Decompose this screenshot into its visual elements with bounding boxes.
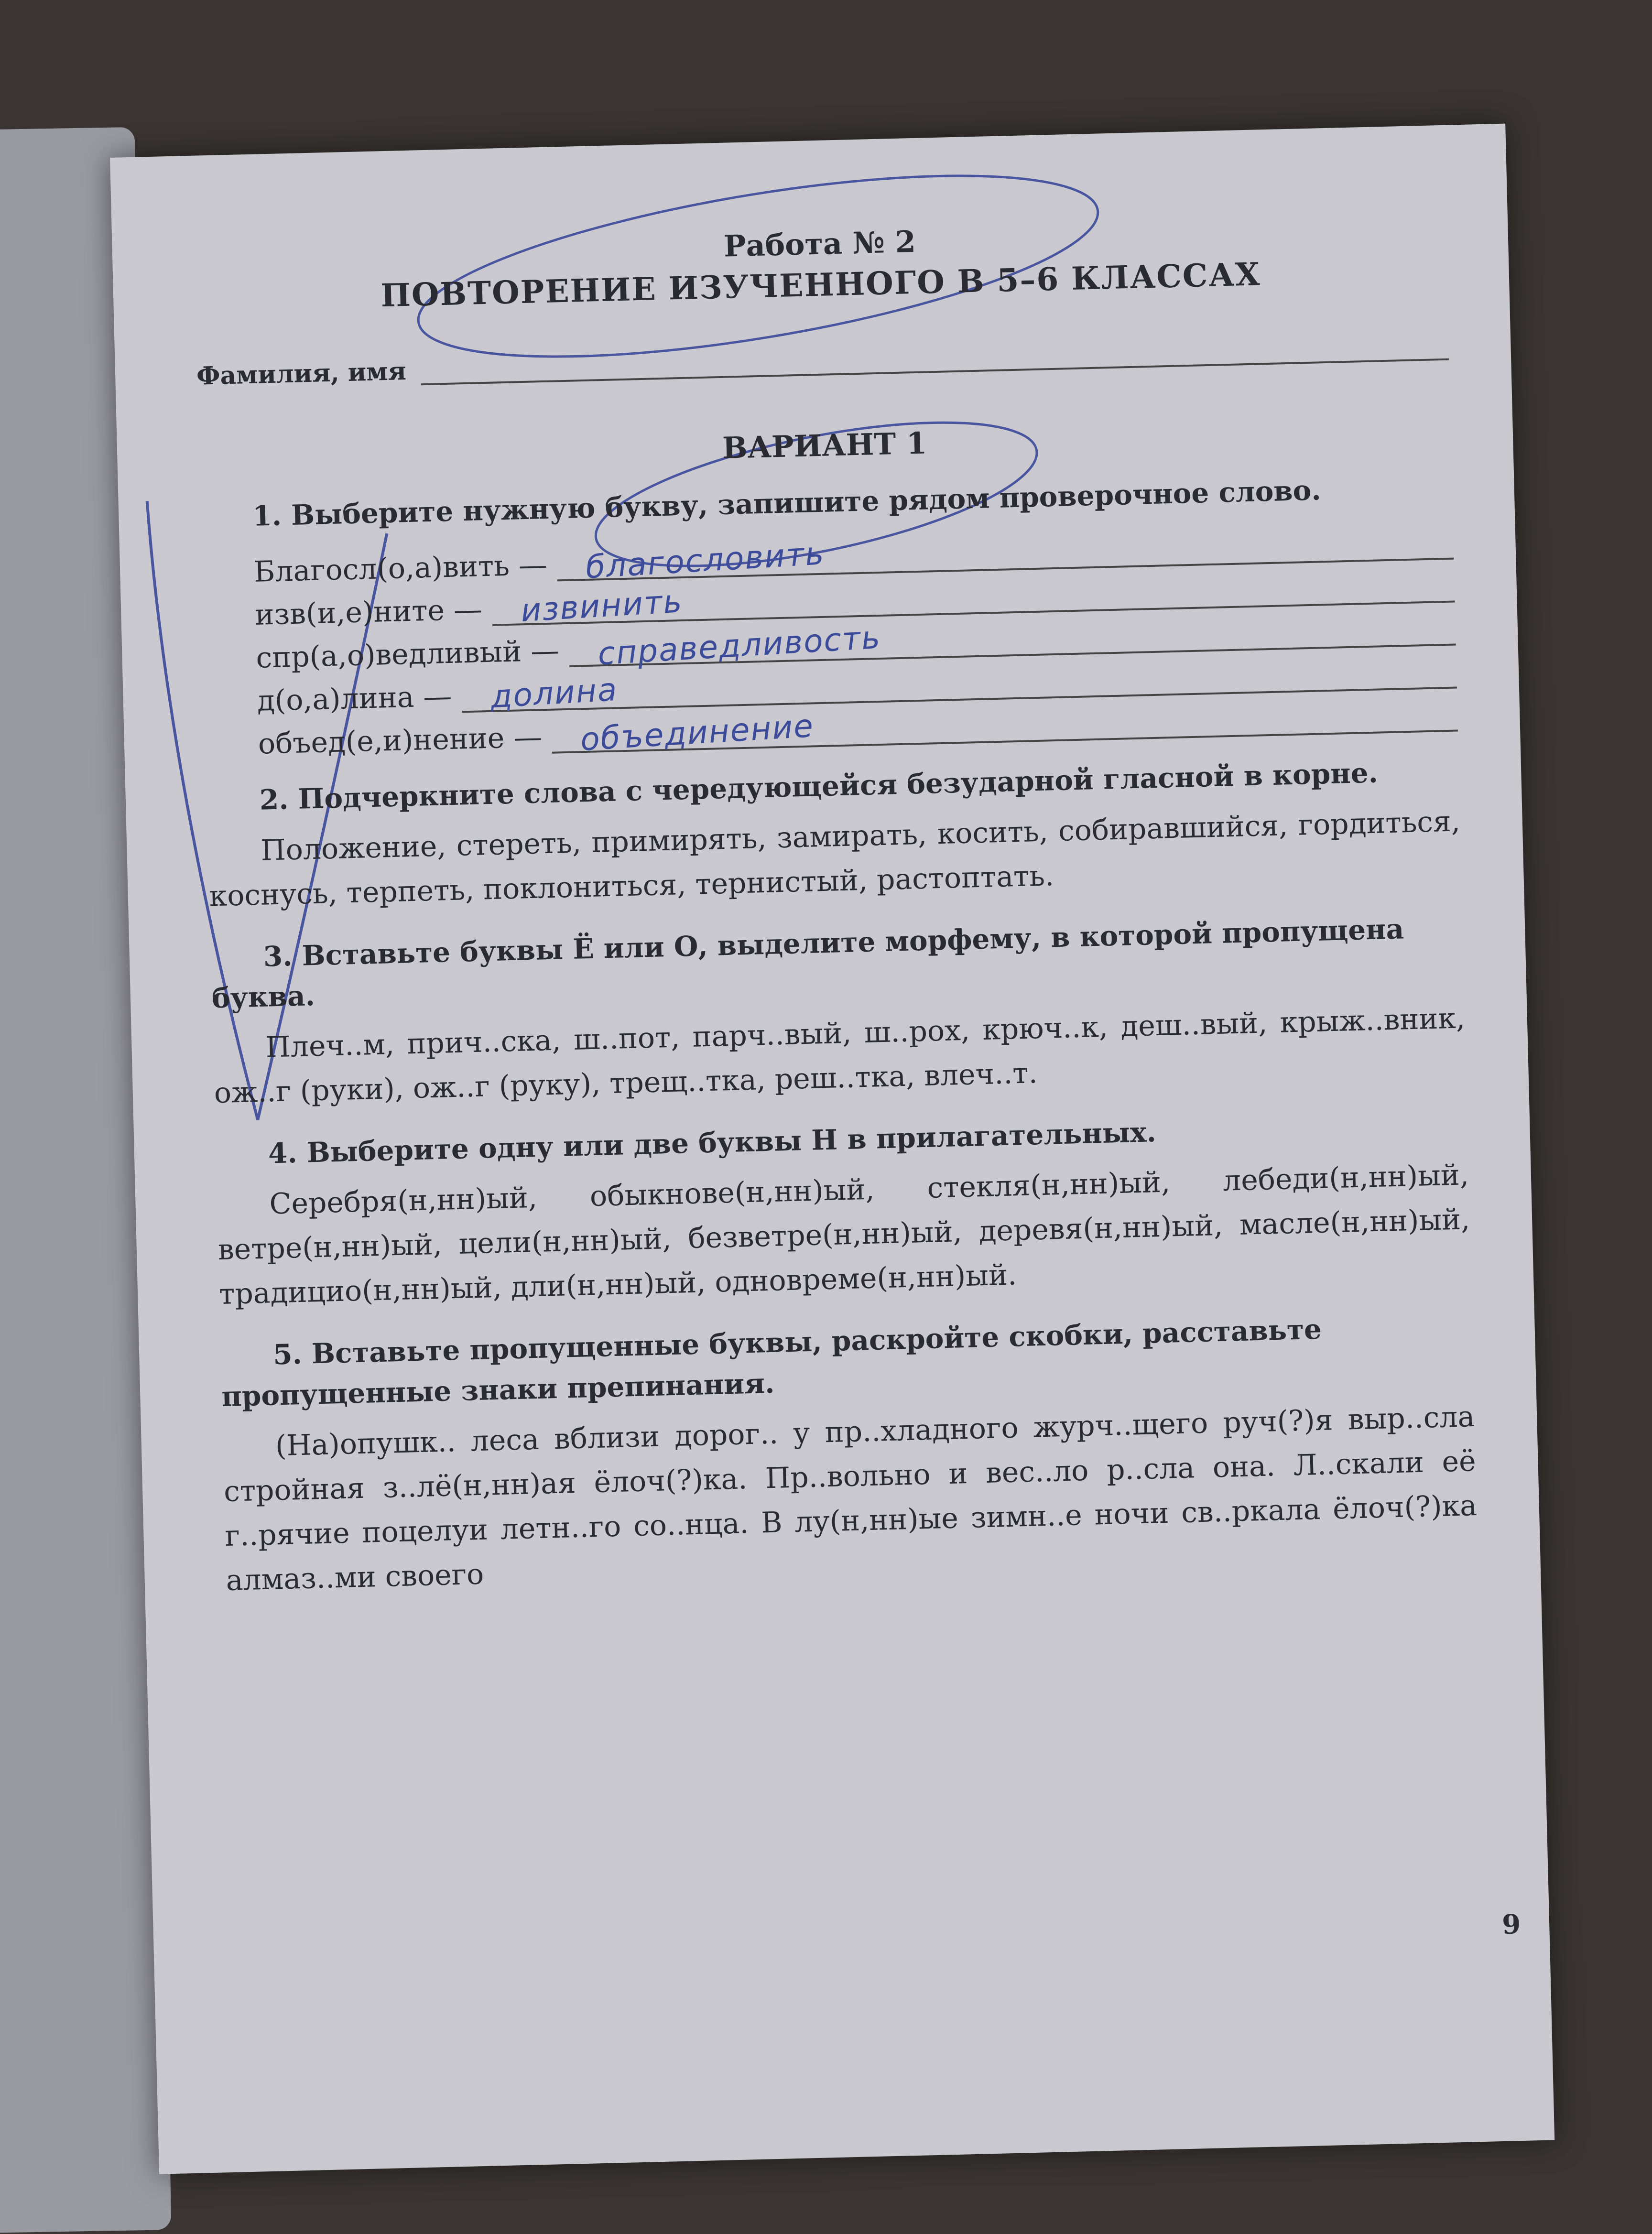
task2-prompt: 2. Подчеркните слова с чередующейся безударной гласной в корне. [259,756,1379,816]
section-title: ПОВТОРЕНИЕ ИЗУЧЕННОГО В 5–6 КЛАССАХ [380,255,1261,314]
task3-prompt: 3. Вставьте буквы Ё или О, выделите морфему, в которой пропущена буква. [211,912,1404,1015]
task1-prompt: 1. Выберите нужную букву, запишите рядом проверочное слово. [252,474,1322,532]
task5-prompt: 5. Вставьте пропущенные буквы, раскройте скобки, расставьте пропущенные знаки препинания. [221,1313,1322,1413]
name-row [196,331,1449,391]
name-label: Фамилия, имя [196,356,407,391]
answer-word: Благосл(о,а)вить — [253,548,548,589]
task4-text: Серебря(н,нн)ый, обыкнове(н,нн)ый, стекля(н,нн)ый, лебеди(н,нн)ый, ветре(н,нн)ый, цели(н,нн)ый, безветре(н,нн)ый, деревя(н,нн)ый, масле(н,нн)ый, традицио(н,нн)ый, дли(н,нн)ый, одновреме(н,нн)ый. [217,1158,1470,1312]
answer-word: спр(а,о)ведливый — [255,634,560,675]
answer-word: объед(е,и)нение — [258,720,543,761]
handwritten-answer: объединение [579,707,815,758]
task4-prompt: 4. Выберите одну или две буквы Н в прилагательных. [268,1116,1157,1170]
worksheet-page [110,124,1554,2174]
task5-text: (На)опушк.. леса вблизи дорог.. у пр..хладного журч..щего руч(?)я выр..сла стройная з..лё(н,нн)ая ёлоч(?)ка. Пр..вольно и вес..ло р..сла она. Л..скали её г..рячие поцелуи летн..го со..нца. В лу(н,нн)ые зимн..е ночи св..ркала ёлоч(?)ка алмаз..ми своего [223,1399,1478,1597]
handwritten-answer: благословить [584,535,826,586]
handwritten-answer: долина [489,671,619,716]
handwritten-answer: извинить [519,583,684,629]
task3-text: Плеч..м, прич..ска, ш..пот, парч..вый, ш..рох, крюч..к, деш..вый, крыж..вник, ож..г (руки), ож..г (руку), трещ..тка, реш..тка, влеч..т. [214,1001,1466,1110]
name-line[interactable] [420,336,1449,386]
answer-word: д(о,а)лина — [257,679,453,718]
answer-word: изв(и,е)ните — [254,593,483,632]
variant-title: ВАРИАНТ 1 [722,425,928,466]
page-number: 9 [1501,1909,1521,1941]
work-title: Работа № 2 [723,224,916,264]
task1-answers [201,517,1458,762]
handwritten-answer: справедливость [597,618,882,672]
task2-text: Положение, стереть, примирять, замирать, косить, собиравшийся, гордиться, коснусь, терпеть, поклониться, тернистый, растоптать. [208,804,1461,913]
